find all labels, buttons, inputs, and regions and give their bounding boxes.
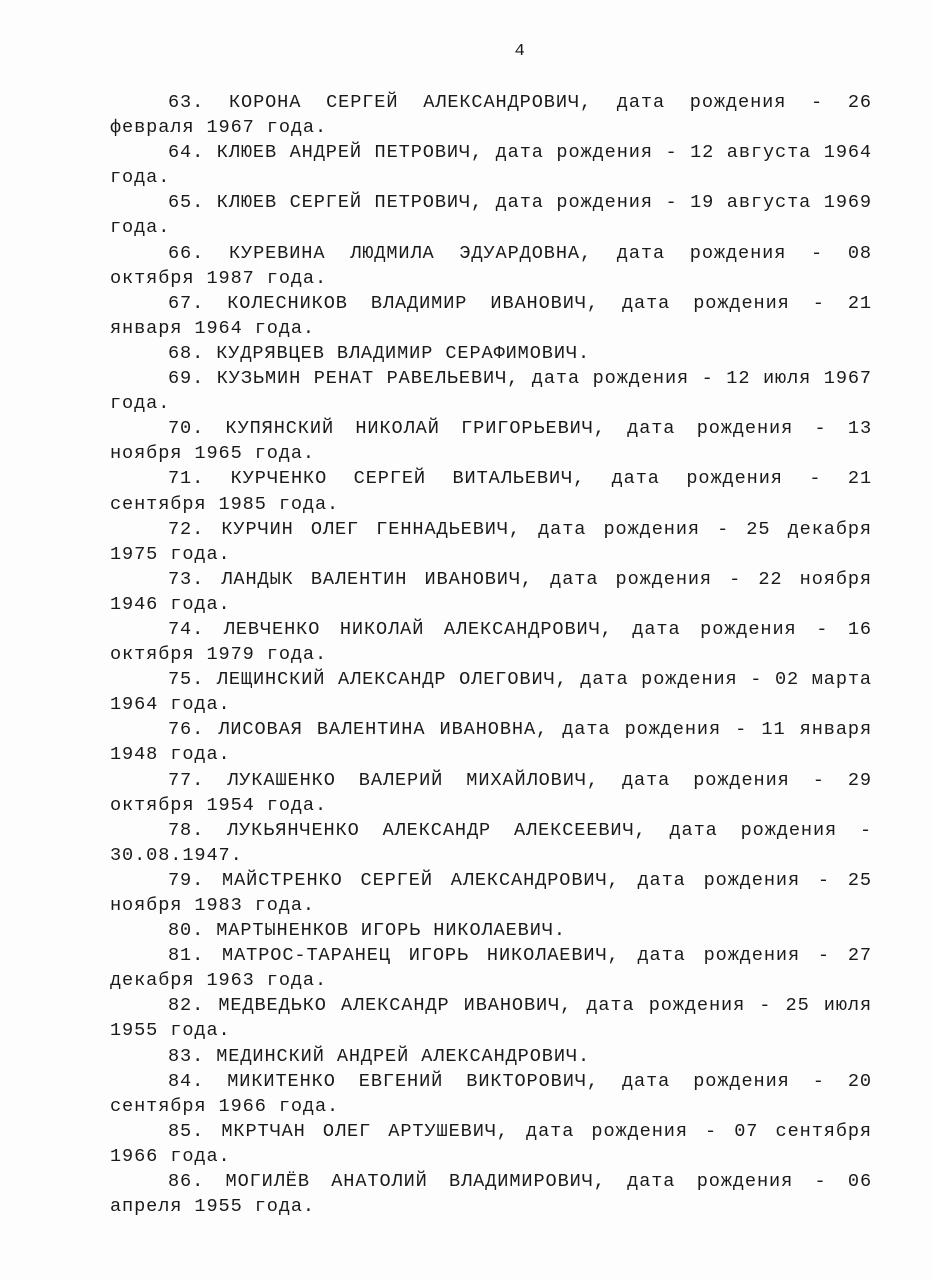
list-item-text: 82. МЕДВЕДЬКО АЛЕКСАНДР ИВАНОВИЧ, дата рождения - 25 июля 1955 года. xyxy=(110,995,872,1042)
list-item xyxy=(110,918,872,943)
list-item-text: 75. ЛЕЩИНСКИЙ АЛЕКСАНДР ОЛЕГОВИЧ, дата рождения - 02 марта 1964 года. xyxy=(110,669,872,716)
list-item xyxy=(110,140,872,190)
page-number: 4 xyxy=(514,42,526,61)
list-item xyxy=(110,818,872,868)
list-item xyxy=(110,567,872,617)
list-item-text: 74. ЛЕВЧЕНКО НИКОЛАЙ АЛЕКСАНДРОВИЧ, дата рождения - 16 октября 1979 года. xyxy=(110,618,872,666)
list-item-text: 76. ЛИСОВАЯ ВАЛЕНТИНА ИВАНОВНА, дата рождения - 11 января 1948 года. xyxy=(110,719,872,766)
list-item xyxy=(110,868,872,918)
list-item xyxy=(110,416,872,466)
list-item-text: 72. КУРЧИН ОЛЕГ ГЕННАДЬЕВИЧ, дата рождения - 25 декабря 1975 года. xyxy=(110,518,872,565)
list-item xyxy=(110,1044,872,1069)
list-item xyxy=(110,466,872,516)
list-item xyxy=(110,717,872,767)
list-item xyxy=(110,1069,872,1119)
list-item-text: 81. МАТРОС-ТАРАНЕЦ ИГОРЬ НИКОЛАЕВИЧ, дата рождения - 27 декабря 1963 года. xyxy=(110,945,872,992)
list-item-text: 68. КУДРЯВЦЕВ ВЛАДИМИР СЕРАФИМОВИЧ. xyxy=(168,342,591,364)
list-item-text: 71. КУРЧЕНКО СЕРГЕЙ ВИТАЛЬЕВИЧ, дата рождения - 21 сентября 1985 года. xyxy=(110,468,872,515)
list-item-text: 85. МКРТЧАН ОЛЕГ АРТУШЕВИЧ, дата рождения - 07 сентября 1966 года. xyxy=(110,1120,872,1167)
person-list xyxy=(110,90,872,1219)
list-item-text: 83. МЕДИНСКИЙ АНДРЕЙ АЛЕКСАНДРОВИЧ. xyxy=(168,1045,591,1067)
list-item-text: 65. КЛЮЕВ СЕРГЕЙ ПЕТРОВИЧ, дата рождения - 19 августа 1969 года. xyxy=(110,192,872,239)
list-item-text: 67. КОЛЕСНИКОВ ВЛАДИМИР ИВАНОВИЧ, дата рождения - 21 января 1964 года. xyxy=(110,292,872,339)
list-item-text: 64. КЛЮЕВ АНДРЕЙ ПЕТРОВИЧ, дата рождения - 12 августа 1964 года. xyxy=(110,142,872,189)
list-item xyxy=(110,1119,872,1169)
list-item xyxy=(110,943,872,993)
list-item xyxy=(110,768,872,818)
list-item xyxy=(110,1169,872,1219)
list-item-text: 66. КУРЕВИНА ЛЮДМИЛА ЭДУАРДОВНА, дата рождения - 08 октября 1987 года. xyxy=(110,242,872,289)
list-item xyxy=(110,90,872,140)
list-item-text: 63. КОРОНА СЕРГЕЙ АЛЕКСАНДРОВИЧ, дата рождения - 26 февраля 1967 года. xyxy=(110,92,872,139)
list-item-text: 70. КУПЯНСКИЙ НИКОЛАЙ ГРИГОРЬЕВИЧ, дата рождения - 13 ноября 1965 года. xyxy=(110,418,872,465)
list-item xyxy=(110,366,872,416)
list-item xyxy=(110,993,872,1043)
list-item xyxy=(110,667,872,717)
list-item-text: 73. ЛАНДЫК ВАЛЕНТИН ИВАНОВИЧ, дата рождения - 22 ноября 1946 года. xyxy=(110,568,872,615)
list-item xyxy=(110,341,872,366)
list-item-text: 86. МОГИЛЁВ АНАТОЛИЙ ВЛАДИМИРОВИЧ, дата рождения - 06 апреля 1955 года. xyxy=(110,1171,872,1218)
list-item-text: 77. ЛУКАШЕНКО ВАЛЕРИЙ МИХАЙЛОВИЧ, дата рождения - 29 октября 1954 года. xyxy=(110,769,872,816)
list-item xyxy=(110,517,872,567)
list-item xyxy=(110,241,872,291)
list-item xyxy=(110,617,872,667)
list-item-text: 69. КУЗЬМИН РЕНАТ РАВЕЛЬЕВИЧ, дата рождения - 12 июля 1967 года. xyxy=(110,368,872,415)
list-item xyxy=(110,190,872,240)
list-item-text: 79. МАЙСТРЕНКО СЕРГЕЙ АЛЕКСАНДРОВИЧ, дата рождения - 25 ноября 1983 года. xyxy=(110,869,872,916)
list-item-text: 80. МАРТЫНЕНКОВ ИГОРЬ НИКОЛАЕВИЧ. xyxy=(168,920,566,942)
list-item-text: 84. МИКИТЕНКО ЕВГЕНИЙ ВИКТОРОВИЧ, дата рождения - 20 сентября 1966 года. xyxy=(110,1070,872,1117)
list-item xyxy=(110,291,872,341)
list-item-text: 78. ЛУКЬЯНЧЕНКО АЛЕКСАНДР АЛЕКСЕЕВИЧ, дата рождения - 30.08.1947. xyxy=(110,819,872,866)
